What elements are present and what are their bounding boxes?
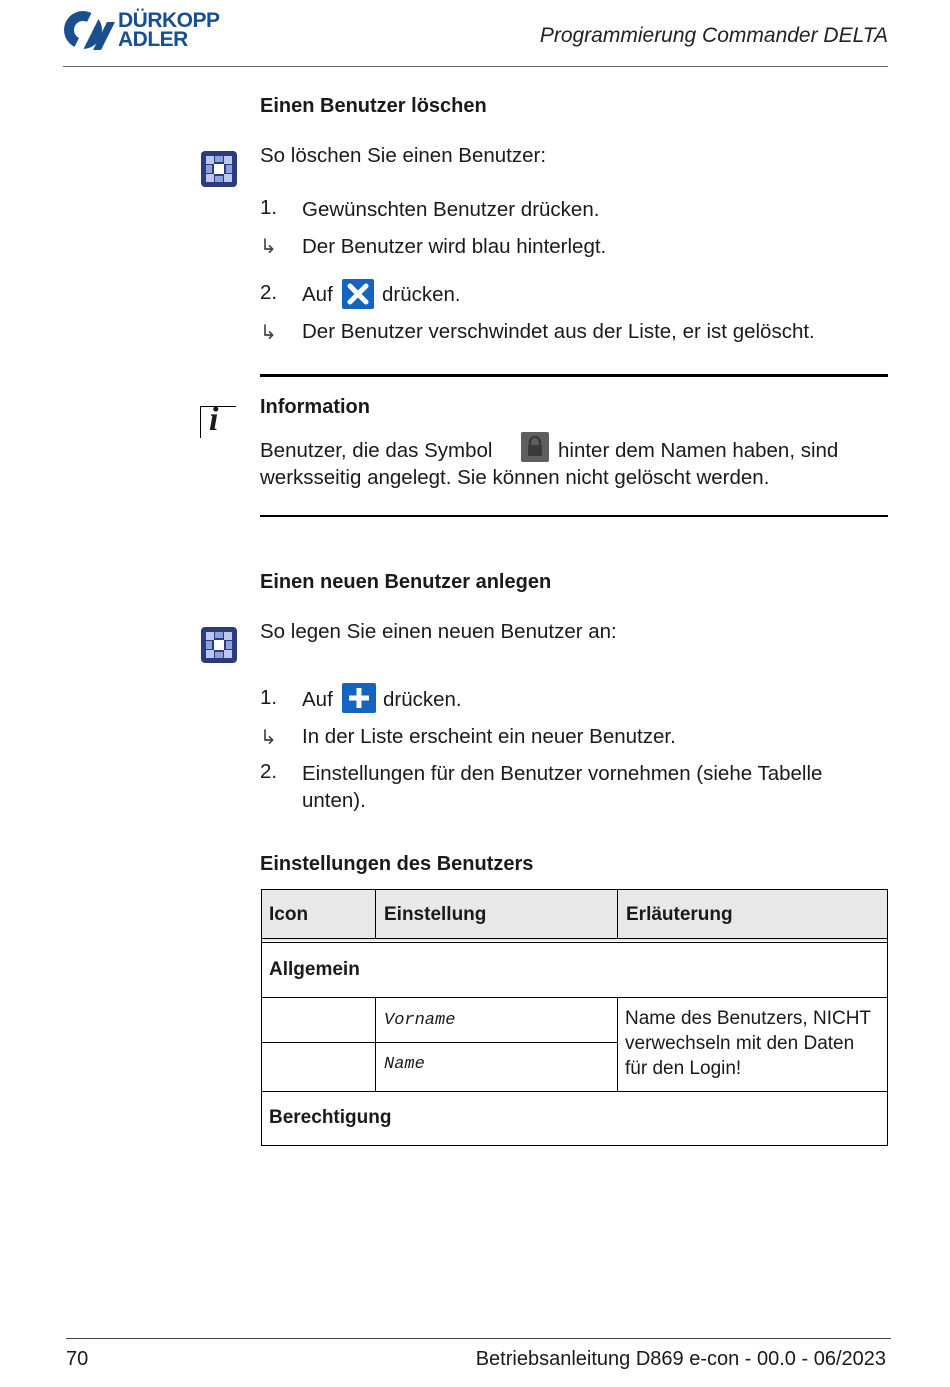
- step-result: Der Benutzer verschwindet aus der Liste, er ist gelöscht.: [302, 320, 815, 343]
- plus-icon: [342, 683, 376, 713]
- info-top-rule: [260, 374, 888, 377]
- section-delete-intro: So löschen Sie einen Benutzer:: [260, 144, 547, 167]
- table-header-explanation: Erläuterung: [626, 904, 733, 925]
- section-add-intro: So legen Sie einen neuen Benutzer an:: [260, 620, 617, 643]
- section-delete-heading: Einen Benutzer löschen: [260, 95, 487, 117]
- info-bottom-rule: [260, 515, 888, 517]
- result-arrow-icon: ↳: [260, 236, 277, 258]
- step-number: 1.: [260, 686, 278, 709]
- step-text-before: Auf: [302, 283, 333, 306]
- section-add-heading: Einen neuen Benutzer anlegen: [260, 571, 552, 593]
- step-text: Gewünschten Benutzer drücken.: [302, 198, 600, 221]
- step-text-before: Auf: [302, 688, 333, 711]
- step-result: Der Benutzer wird blau hinterlegt.: [302, 235, 607, 258]
- brand-logo-icon: [63, 10, 115, 50]
- step-number: 2.: [260, 760, 278, 783]
- settings-table: [261, 889, 888, 1146]
- table-group-allgemein: Allgemein: [269, 959, 360, 980]
- delete-x-icon: [342, 279, 374, 309]
- page-number: 70: [66, 1348, 89, 1370]
- step-text-line1: Einstellungen für den Benutzer vornehmen (siehe Tabelle: [302, 762, 823, 785]
- info-text-before: Benutzer, die das Symbol: [260, 439, 493, 462]
- table-cell-explanation: Name des Benutzers, NICHT verwechseln mit den Daten für den Login!: [625, 1008, 872, 1079]
- result-arrow-icon: ↳: [260, 322, 277, 344]
- step-text-after: drücken.: [382, 283, 461, 306]
- footer-divider: [66, 1338, 891, 1339]
- header-divider: [63, 66, 888, 67]
- step-text-after: drücken.: [383, 688, 462, 711]
- info-heading: Information: [260, 396, 370, 418]
- step-text-line2: unten).: [302, 789, 366, 812]
- info-text-line2: werksseitig angelegt. Sie können nicht gelöscht werden.: [260, 466, 770, 489]
- handling-icon: [201, 627, 237, 663]
- table-group-berechtigung: Berechtigung: [269, 1107, 392, 1128]
- step-number: 1.: [260, 196, 278, 219]
- page-header-title: Programmierung Commander DELTA: [539, 24, 888, 47]
- table-cell-setting: Name: [384, 1055, 425, 1074]
- lock-icon: [521, 432, 549, 462]
- table-cell-setting: Vorname: [384, 1011, 456, 1030]
- step-result: In der Liste erscheint ein neuer Benutzer.: [302, 725, 676, 748]
- table-header-setting: Einstellung: [384, 904, 487, 925]
- table-caption: Einstellungen des Benutzers: [260, 853, 534, 875]
- info-icon: i: [200, 402, 236, 438]
- info-text-after: hinter dem Namen haben, sind: [558, 439, 839, 462]
- step-number: 2.: [260, 281, 278, 304]
- footer-doc-title: Betriebsanleitung D869 e-con - 00.0 - 06/2023: [475, 1348, 886, 1370]
- handling-icon: [201, 151, 237, 187]
- brand-line2: ADLER: [118, 28, 188, 51]
- brand-logo: [63, 10, 233, 52]
- table-header-icon: Icon: [269, 904, 309, 925]
- result-arrow-icon: ↳: [260, 727, 277, 749]
- brand-line1: DÜRKOPP: [118, 9, 220, 32]
